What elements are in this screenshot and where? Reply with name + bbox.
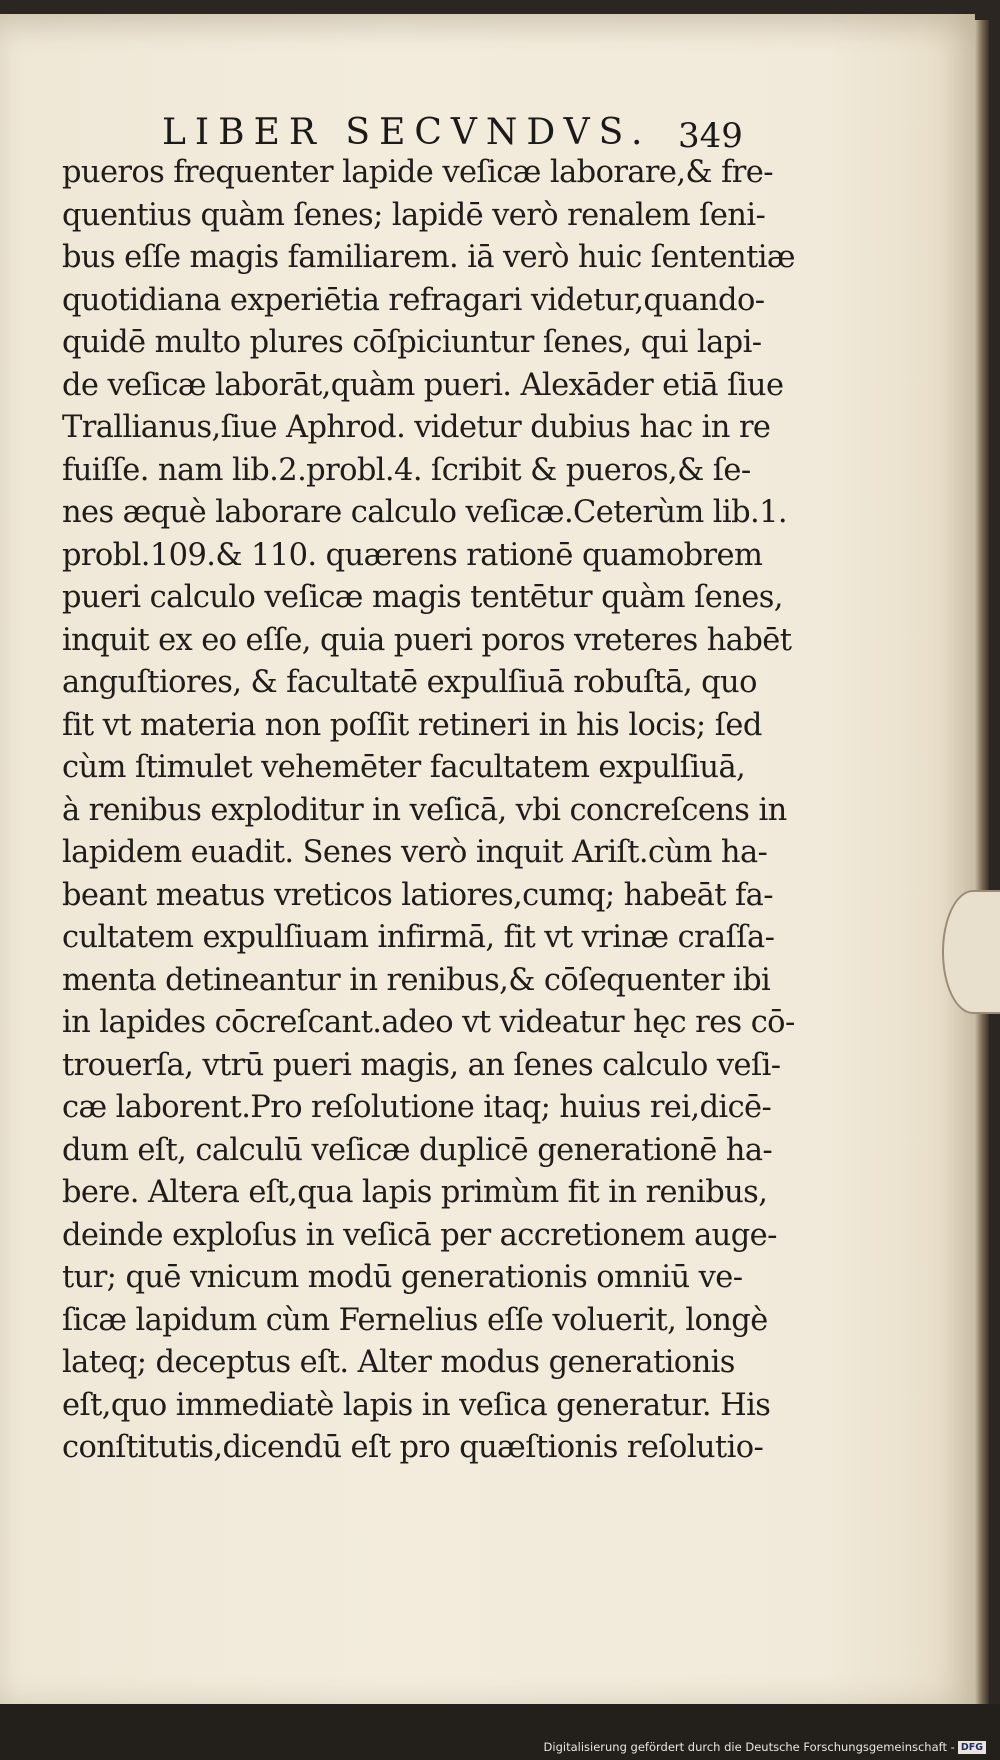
text-line: lateq; deceptus eſt. Alter modus generationis <box>62 1345 735 1380</box>
text-line: quotidiana experiētia refragari videtur,quando- <box>62 282 765 318</box>
body-text <box>62 152 795 1470</box>
text-line: deinde exploſus in veſicā per accretionem auge- <box>62 1217 777 1253</box>
page-edge <box>975 20 989 1710</box>
text-line: menta detineantur in renibus,& cōſequenter ibi <box>62 962 771 998</box>
text-line: beant meatus vreticos latiores,cumq; habeāt fa- <box>62 877 773 913</box>
text-line: fuiſſe. nam lib.2.probl.4. ſcribit & pueros,& ſe- <box>62 452 751 488</box>
text-line: anguſtiores, & facultatē expulſiuā robuſtā, quo <box>62 665 757 700</box>
text-line: bus eſſe magis familiarem. iā verò huic ſententiæ <box>62 240 795 275</box>
text-line: de veſicæ laborāt,quàm pueri. Alexāder etiā ſiue <box>62 367 784 403</box>
text-line: in lapides cōcreſcant.adeo vt videatur hęc res cō- <box>62 1005 795 1040</box>
text-line: ſicæ lapidum cùm Fernelius eſſe voluerit, longè <box>62 1302 768 1338</box>
text-line: conſtitutis,dicendū eſt pro quæſtionis reſolutio- <box>62 1430 764 1465</box>
text-line: fit vt materia non poſſit retineri in his locis; ſed <box>62 707 762 743</box>
thumb-tab <box>942 890 1000 1014</box>
digitization-credit <box>544 1740 986 1754</box>
text-line: Trallianus,ſiue Aphrod. videtur dubius hac in re <box>62 410 771 445</box>
text-line: pueros frequenter lapide veſicæ laborare,& fre- <box>62 155 773 190</box>
page-number: 349 <box>678 116 743 156</box>
running-title: LIBER SECVNDVS. <box>162 112 652 153</box>
text-line: cæ laborent.Pro reſolutione itaq; huius rei,dicē- <box>62 1090 772 1125</box>
text-line: trouerſa, vtrū pueri magis, an ſenes calculo veſi- <box>62 1047 781 1083</box>
text-line: probl.109.& 110. quærens rationē quamobrem <box>62 537 763 573</box>
text-line: nes æquè laborare calculo veſicæ.Ceterùm lib.1. <box>62 495 788 530</box>
text-line: à renibus exploditur in veſicā, vbi concreſcens in <box>62 792 787 828</box>
text-line: pueri calculo veſicæ magis tentētur quàm ſenes, <box>62 580 783 615</box>
text-line: quentius quàm ſenes; lapidē verò renalem ſeni- <box>62 197 766 233</box>
text-line: bere. Altera eſt,qua lapis primùm fit in renibus, <box>62 1175 768 1210</box>
text-line: cultatem expulſiuam infirmā, fit vt vrinæ craſſa- <box>62 920 775 955</box>
dfg-logo: DFG <box>958 1741 986 1754</box>
text-line: lapidem euadit. Senes verò inquit Ariſt.cùm ha- <box>62 835 768 870</box>
text-line: cùm ſtimulet vehemēter facultatem expulſiuā, <box>62 750 746 785</box>
text-line: quidē multo plures cōſpiciuntur ſenes, qui lapi- <box>62 325 762 360</box>
text-line: tur; quē vnicum modū generationis omniū ve- <box>62 1260 743 1295</box>
credit-text: Digitalisierung gefördert durch die Deutsche Forschungsgemeinschaft - <box>543 1740 955 1754</box>
text-line: eſt,quo immediatè lapis in veſica generatur. His <box>62 1387 771 1423</box>
text-line: dum eſt, calculū veſicæ duplicē generationē ha- <box>62 1132 773 1168</box>
text-line: inquit ex eo eſſe, quia pueri poros vreteres habēt <box>62 622 792 658</box>
